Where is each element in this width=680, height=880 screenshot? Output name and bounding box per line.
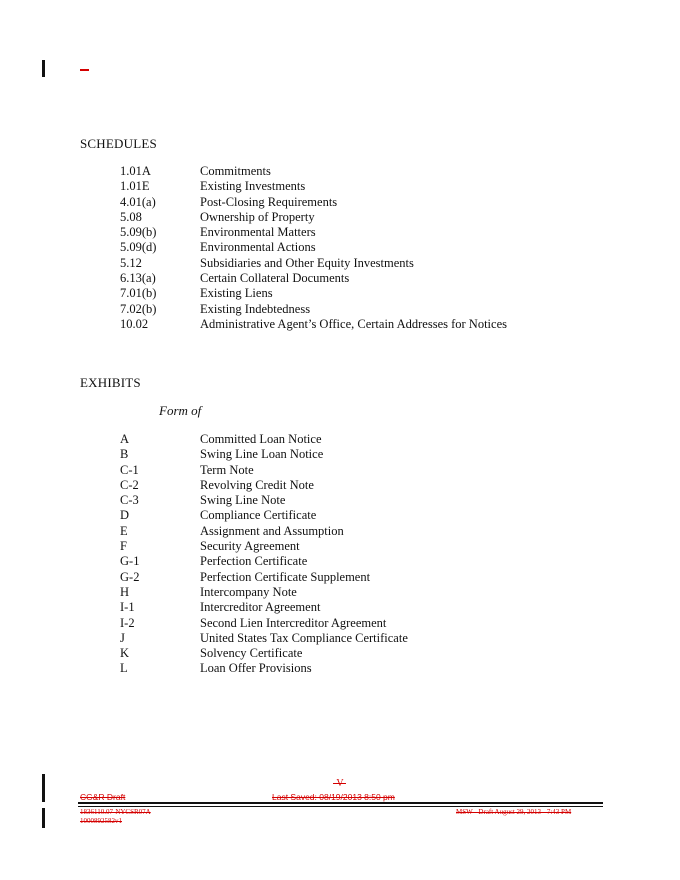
- list-item: [120, 600, 408, 615]
- item-number: C-1: [120, 462, 139, 477]
- item-title: Intercreditor Agreement: [200, 600, 321, 615]
- footer-left-label: CG&R Draft: [80, 792, 126, 802]
- list-item: [120, 447, 408, 462]
- item-number: K: [120, 646, 130, 661]
- schedules-heading: SCHEDULES: [80, 136, 157, 151]
- item-title: Swing Line Note: [200, 493, 286, 508]
- item-number: D: [120, 508, 130, 523]
- exhibits-list: [120, 432, 408, 677]
- item-number: H: [120, 584, 130, 599]
- list-item: [120, 210, 507, 225]
- change-bar-footer-2: [42, 808, 45, 828]
- list-item: [120, 570, 408, 585]
- item-number: C-2: [120, 477, 139, 492]
- change-bar-top: [42, 60, 45, 77]
- footer-doc-id: 1836110.07-NYCSR07A: [80, 808, 151, 816]
- list-item: [120, 271, 507, 286]
- item-number: I-1: [120, 600, 135, 615]
- item-title: Subsidiaries and Other Equity Investments: [200, 255, 414, 270]
- item-number: L: [120, 661, 128, 676]
- redline-mark: [80, 69, 89, 71]
- schedules-list: [120, 164, 507, 332]
- list-item: [120, 240, 507, 255]
- footer-right-label: MSW - Draft August 29, 2013 - 7:43 PM: [456, 808, 572, 816]
- list-item: [120, 256, 507, 271]
- item-title: Perfection Certificate Supplement: [200, 569, 371, 584]
- item-number: 7.01(b): [120, 286, 157, 301]
- list-item: [120, 508, 408, 523]
- item-title: Commitments: [200, 164, 271, 178]
- footer-doc-id-2: 1000892582v1: [80, 817, 122, 825]
- list-item: [120, 554, 408, 569]
- item-number: 5.12: [120, 255, 142, 270]
- item-number: 5.08: [120, 209, 142, 224]
- list-item: [120, 631, 408, 646]
- list-item: [120, 478, 408, 493]
- item-title: Environmental Actions: [200, 240, 316, 255]
- item-title: Second Lien Intercreditor Agreement: [200, 615, 387, 630]
- item-title: Perfection Certificate: [200, 554, 308, 569]
- item-title: Compliance Certificate: [200, 508, 317, 523]
- item-title: United States Tax Compliance Certificate: [200, 630, 408, 645]
- list-item: [120, 195, 507, 210]
- list-item: [120, 179, 507, 194]
- item-number: E: [120, 523, 128, 538]
- list-item: [120, 225, 507, 240]
- item-title: Loan Offer Provisions: [200, 661, 312, 676]
- item-number: 5.09(d): [120, 240, 157, 255]
- list-item: [120, 164, 507, 179]
- list-item: [120, 616, 408, 631]
- list-item: [120, 539, 408, 554]
- list-item: [120, 585, 408, 600]
- item-number: F: [120, 539, 127, 554]
- list-item: [120, 493, 408, 508]
- item-number: 4.01(a): [120, 194, 156, 209]
- list-item: [120, 646, 408, 661]
- item-number: G-1: [120, 554, 140, 569]
- item-title: Assignment and Assumption: [200, 523, 344, 538]
- item-title: Existing Indebtedness: [200, 301, 311, 316]
- item-title: Post-Closing Requirements: [200, 194, 338, 209]
- list-item: [120, 286, 507, 301]
- item-title: Revolving Credit Note: [200, 477, 314, 492]
- item-title: Administrative Agent’s Office, Certain Addresses for Notices: [200, 316, 507, 331]
- item-title: Committed Loan Notice: [200, 432, 322, 446]
- form-of-label: Form of: [159, 403, 202, 418]
- item-number: J: [120, 630, 125, 645]
- list-item: [120, 524, 408, 539]
- item-title: Ownership of Property: [200, 209, 315, 224]
- footer-last-saved: Last Saved: 08/19/2013 8:50 pm: [272, 792, 395, 802]
- item-number: G-2: [120, 569, 140, 584]
- item-number: 6.13(a): [120, 271, 156, 286]
- item-title: Intercompany Note: [200, 584, 297, 599]
- item-number: B: [120, 447, 129, 462]
- item-number: 1.01E: [120, 179, 150, 194]
- item-number: 1.01A: [120, 164, 151, 178]
- footer-rule-thin: [78, 806, 603, 807]
- list-item: [120, 463, 408, 478]
- item-number: 10.02: [120, 316, 149, 331]
- item-title: Certain Collateral Documents: [200, 271, 350, 286]
- list-item: [120, 317, 507, 332]
- page-number: -V-: [333, 778, 346, 789]
- item-title: Term Note: [200, 462, 254, 477]
- change-bar-footer-1: [42, 774, 45, 802]
- item-title: Existing Investments: [200, 179, 306, 194]
- item-number: 5.09(b): [120, 225, 157, 240]
- list-item: [120, 661, 408, 676]
- item-number: A: [120, 432, 130, 446]
- item-title: Swing Line Loan Notice: [200, 447, 324, 462]
- item-number: I-2: [120, 615, 135, 630]
- exhibits-heading: EXHIBITS: [80, 375, 141, 390]
- list-item: [120, 302, 507, 317]
- item-title: Existing Liens: [200, 286, 273, 301]
- item-number: 7.02(b): [120, 301, 157, 316]
- item-title: Solvency Certificate: [200, 646, 303, 661]
- item-title: Environmental Matters: [200, 225, 316, 240]
- item-number: C-3: [120, 493, 139, 508]
- item-title: Security Agreement: [200, 539, 300, 554]
- list-item: [120, 432, 408, 447]
- footer-rule: [78, 802, 603, 804]
